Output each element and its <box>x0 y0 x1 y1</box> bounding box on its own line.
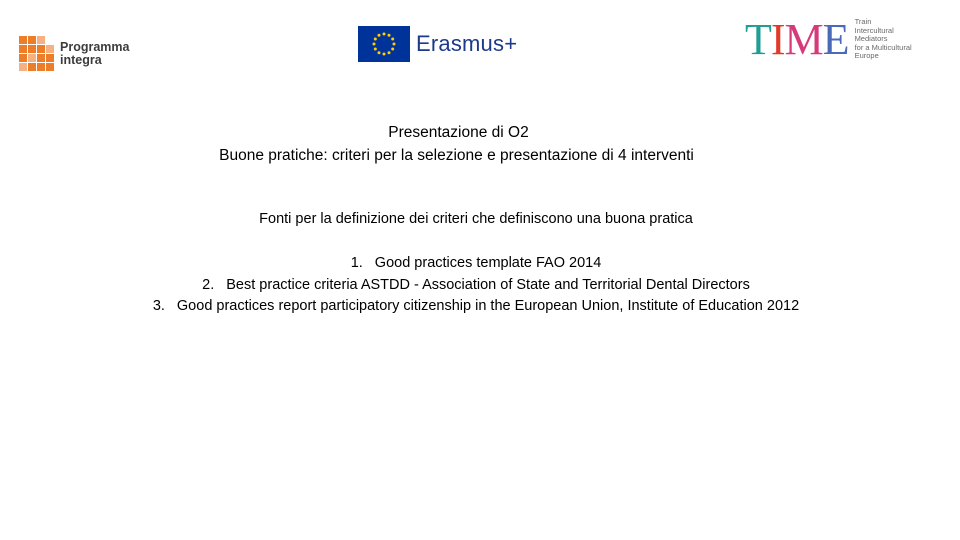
erasmus-plus-logo <box>358 26 517 62</box>
time-project-logo <box>745 15 912 64</box>
eu-flag-icon <box>358 26 410 62</box>
time-wordmark: TIME <box>745 15 849 64</box>
reference-item: 2. Best practice criteria ASTDD - Association of State and Territorial Dental Directors <box>202 277 750 293</box>
reference-item: 1. Good practices template FAO 2014 <box>350 255 602 271</box>
erasmus-wordmark: Erasmus+ <box>416 31 518 56</box>
slide-title-line-2: Buone pratiche: criteri per la selezione e presentazione di 4 interventi <box>219 147 694 164</box>
sources-heading: Fonti per la definizione dei criteri che definiscono una buona pratica <box>259 211 693 227</box>
programma-integra-grid-icon <box>19 36 54 71</box>
reference-item: 3. Good practices report participatory citizenship in the European Union, Institute of Education 2012 <box>152 298 800 314</box>
programma-integra-wordmark: Programma integra <box>60 39 130 67</box>
programma-integra-logo <box>19 36 129 71</box>
slide-title: Presentazione di O2 <box>388 124 529 141</box>
time-tagline: Train Intercultural Mediators for a Multicultural Europe <box>854 17 912 60</box>
